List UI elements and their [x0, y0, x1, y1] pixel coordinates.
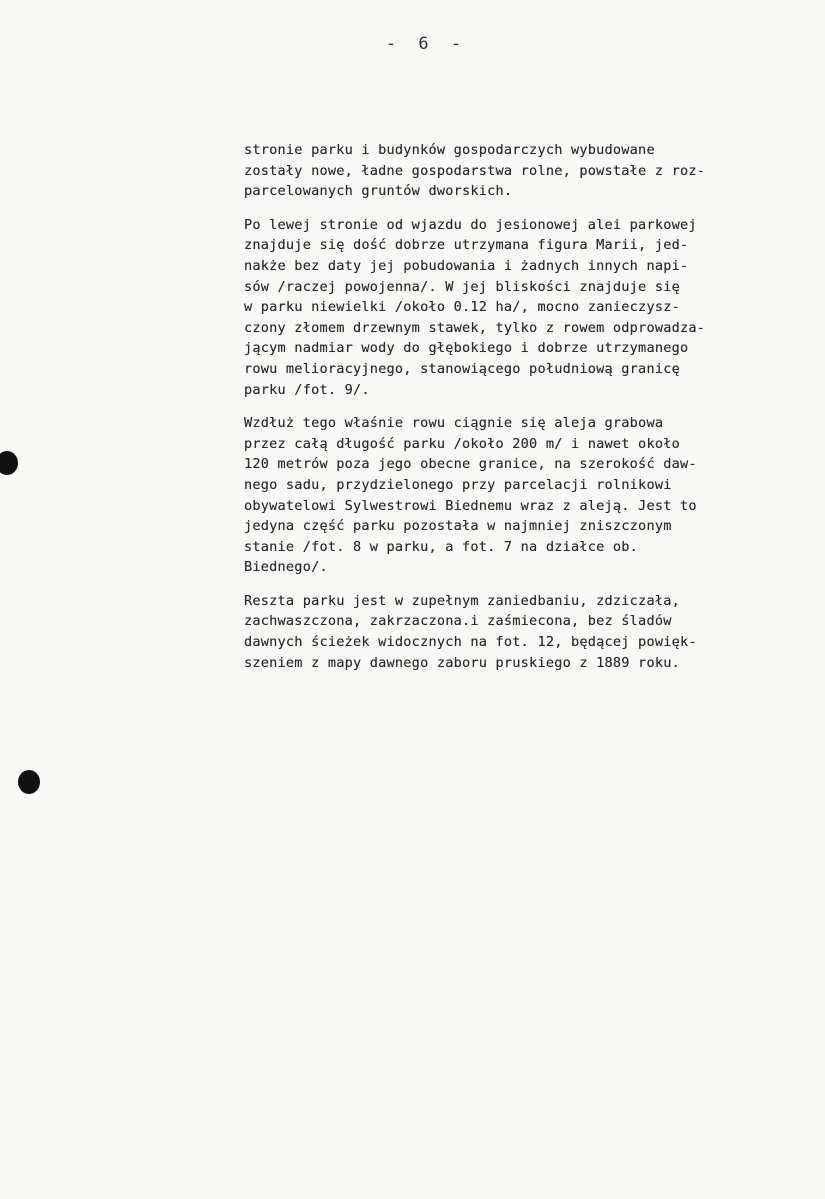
text-line: Reszta parku jest w zupełnym zaniedbaniu, zdziczała, [244, 592, 680, 609]
text-line: dawnych ścieżek widocznych na fot. 12, będącej powięk- [244, 634, 697, 651]
page-number: - 6 - [385, 34, 468, 54]
text-line: parcelowanych gruntów dworskich. [244, 183, 513, 200]
text-line: stanie /fot. 8 w parku, a fot. 7 na działce ob. [244, 538, 639, 555]
text-line: jącym nadmiar wody do głębokiego i dobrze utrzymanego [244, 340, 689, 357]
text-line: Po lewej stronie od wjazdu do jesionowej alei parkowej [244, 216, 697, 233]
paragraph-4 [244, 591, 814, 673]
text-line: szeniem z mapy dawnego zaboru pruskiego z 1889 roku. [244, 654, 680, 671]
text-line: stronie parku i budynków gospodarczych wybudowane [244, 142, 655, 158]
text-line: 120 metrów poza jego obecne granice, na szerokość daw- [244, 456, 697, 473]
paragraph-1 [244, 140, 814, 202]
body-text [244, 140, 814, 686]
text-line: zostały nowe, ładne gospodarstwa rolne, powstałe z roz- [244, 162, 706, 179]
punch-hole [18, 770, 40, 794]
text-line: nakże bez daty jej pobudowania i żadnych innych napi- [244, 257, 689, 274]
text-line: zachwaszczona, zakrzaczona.i zaśmiecona, bez śladów [244, 613, 672, 630]
text-line: znajduje się dość dobrze utrzymana figura Marii, jed- [244, 237, 689, 254]
text-line: Biednego/. [244, 559, 328, 576]
text-line: w parku niewielki /około 0.12 ha/, mocno zanieczysz- [244, 299, 680, 316]
text-line: jedyna część parku pozostała w najmniej zniszczonym [244, 518, 672, 535]
paragraph-3 [244, 413, 814, 578]
text-line: sów /raczej powojenna/. W jej bliskości znajduje się [244, 278, 680, 295]
text-line: przez całą długość parku /około 200 m/ i nawet około [244, 435, 680, 452]
text-line: czony złomem drzewnym stawek, tylko z rowem odprowadza- [244, 319, 706, 336]
text-line: Wzdłuż tego właśnie rowu ciągnie się aleja grabowa [244, 415, 664, 432]
paragraph-2 [244, 215, 814, 400]
text-line: obywatelowi Sylwestrowi Biednemu wraz z aleją. Jest to [244, 497, 697, 514]
punch-hole [0, 451, 18, 475]
text-line: rowu melioracyjnego, stanowiącego południową granicę [244, 360, 680, 377]
text-line: nego sadu, przydzielonego przy parcelacji rolnikowi [244, 476, 672, 493]
text-line: parku /fot. 9/. [244, 381, 370, 398]
